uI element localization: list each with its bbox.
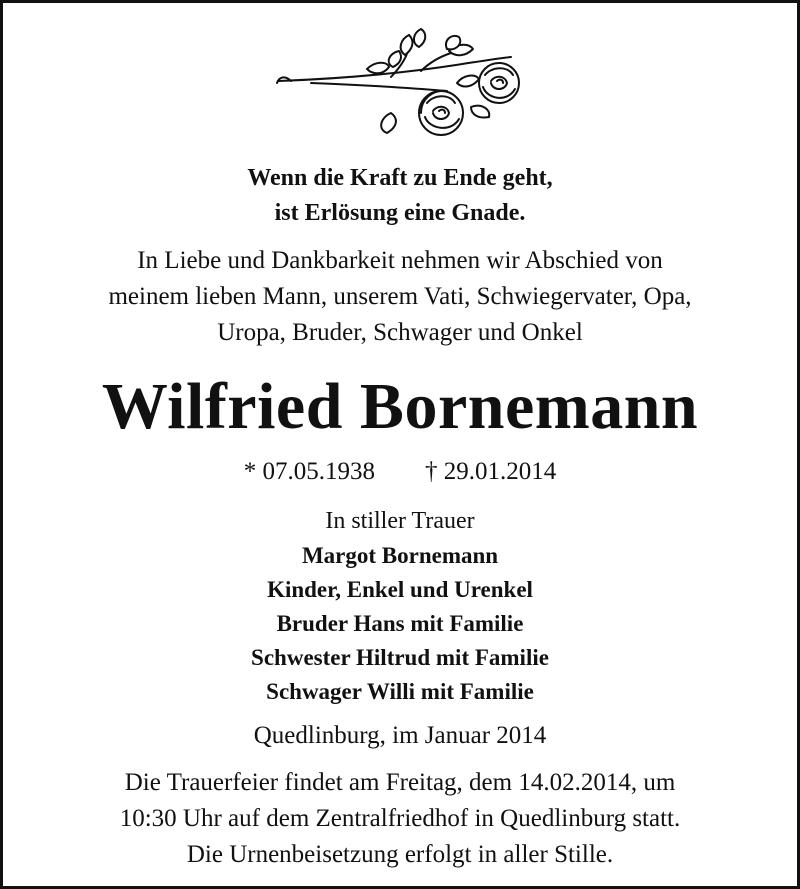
intro-line-1: In Liebe und Dankbarkeit nehmen wir Abschied von — [137, 247, 663, 274]
mourners-heading: In stiller Trauer — [325, 508, 475, 534]
intro-line-2: meinem lieben Mann, unserem Vati, Schwiegervater, Opa, — [108, 283, 692, 310]
mourner-name: Bruder Hans mit Familie — [276, 611, 524, 636]
intro-line-3: Uropa, Bruder, Schwager und Onkel — [217, 319, 583, 346]
life-dates — [3, 458, 797, 486]
mourner-name: Schwester Hiltrud mit Familie — [251, 645, 549, 670]
place-date: Quedlinburg, im Januar 2014 — [253, 722, 547, 749]
mourner-name: Kinder, Enkel und Urenkel — [267, 577, 533, 602]
birth-date: * 07.05.1938 — [243, 458, 375, 485]
mourner-name: Margot Bornemann — [301, 543, 499, 568]
deceased-name: Wilfried Bornemann — [101, 370, 699, 443]
motto-line-2: ist Erlösung eine Gnade. — [274, 200, 526, 226]
funeral-info-line-2: 10:30 Uhr auf dem Zentralfriedhof in Quedlinburg statt. — [119, 805, 681, 832]
funeral-info-line-3: Die Urnenbeisetzung erfolgt in aller Stille. — [186, 841, 614, 868]
mourner-name: Schwager Willi mit Familie — [266, 679, 534, 704]
funeral-info-line-1: Die Trauerfeier findet am Freitag, dem 14.02.2014, um — [124, 769, 676, 796]
motto-line-1: Wenn die Kraft zu Ende geht, — [247, 165, 553, 191]
roses-icon — [271, 21, 535, 141]
death-date: † 29.01.2014 — [425, 458, 557, 485]
